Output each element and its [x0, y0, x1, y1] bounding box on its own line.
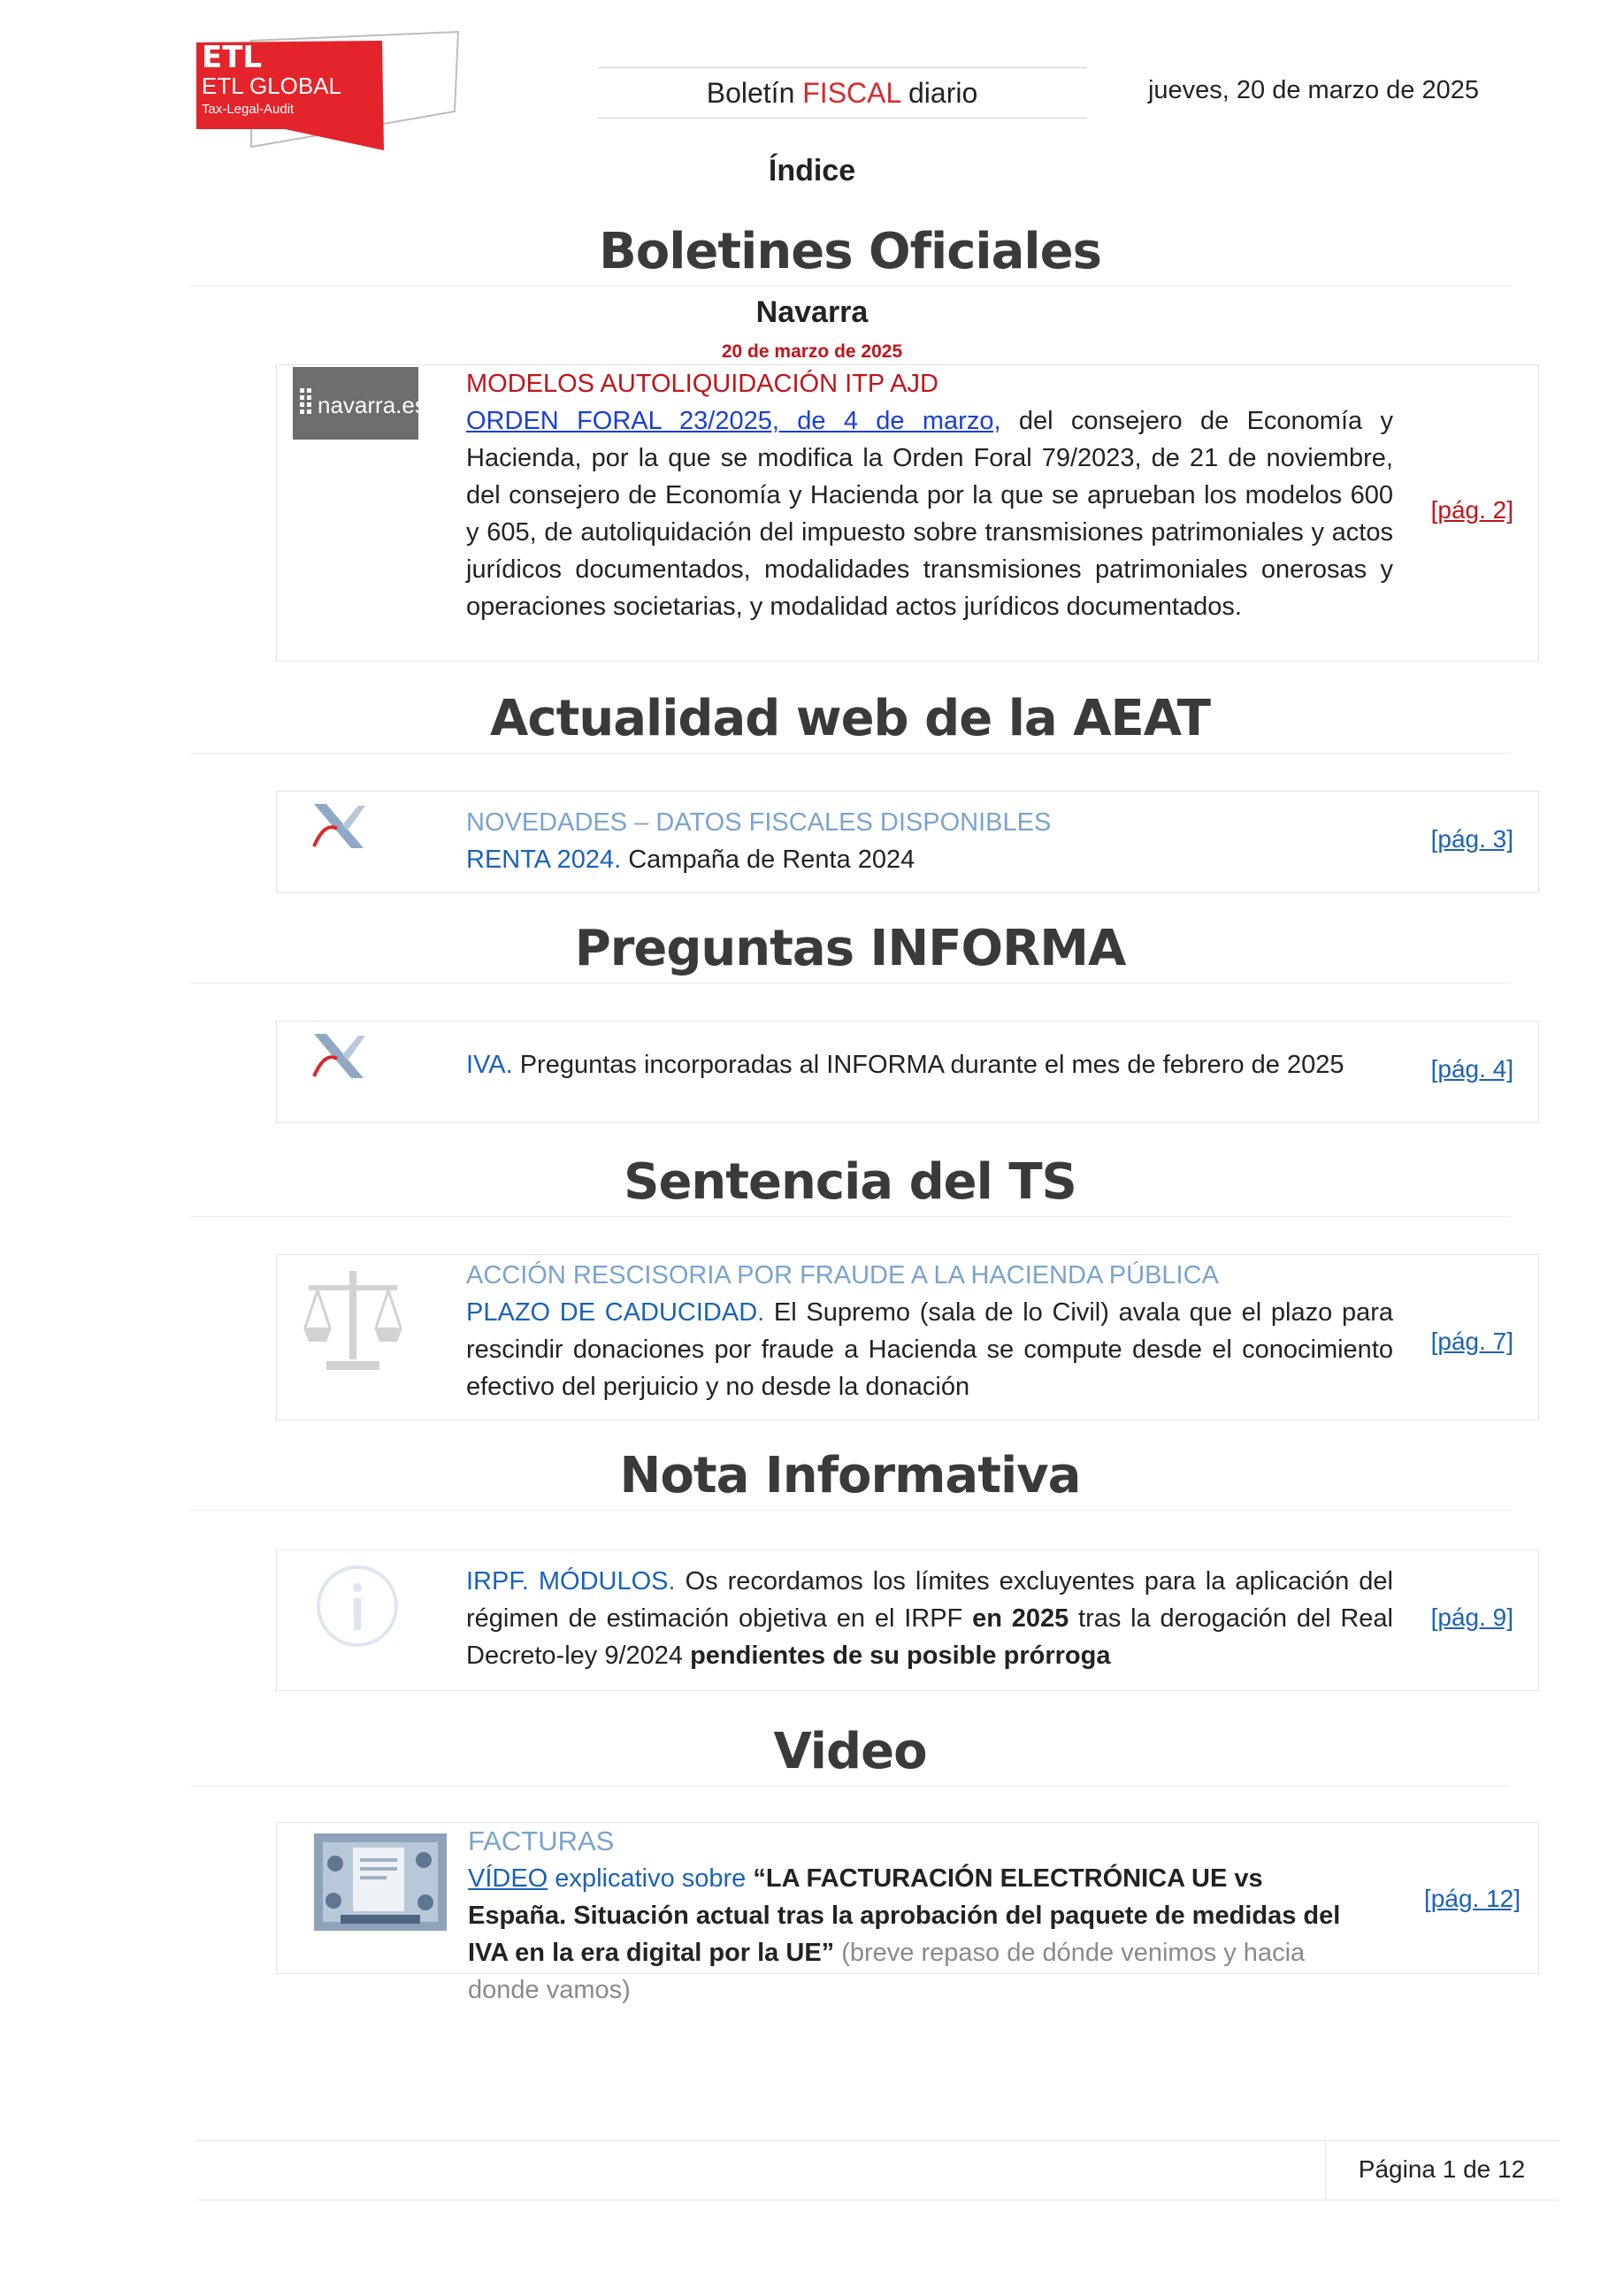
subtitle-date: 20 de marzo de 2025: [721, 341, 903, 362]
card-boletines-body: MODELOS AUTOLIQUIDACIÓN ITP AJD ORDEN FORAL 23/2025, de 4 de marzo, del consejero de Economía y Hacienda, por la que se modifica la Orden Foral 79/2023, de 21 de noviembre, del consejero de Economía y Hacienda por la que se aprueban los modelos 600 y 605, de autoliquidación del impuesto sobre transmisiones patrimoniales y actos jurídicos documentados, modalidades transmisiones patrimoniales onerosas y operaciones societarias, y modalidad actos jurídicos documentados.: [466, 365, 1393, 625]
subtitle-navarra: Navarra: [755, 295, 869, 329]
bulletin-fiscal-word: FISCAL: [802, 77, 901, 109]
bulletin-title: Boletín FISCAL diario: [598, 67, 1086, 119]
svg-text:ETL GLOBAL: ETL GLOBAL: [202, 73, 341, 99]
footer-page-number: Página 1 de 12: [1358, 2155, 1526, 2183]
section-title-boletines: Boletines Oficiales: [189, 223, 1511, 287]
page-link-3[interactable]: [pág. 3]: [1430, 825, 1513, 853]
aeat-logo-icon: [307, 795, 371, 859]
page-link-4[interactable]: [pág. 4]: [1430, 1055, 1513, 1083]
video-thumbnail[interactable]: [314, 1833, 447, 1931]
svg-text:Tax-Legal-Audit: Tax-Legal-Audit: [202, 102, 295, 117]
section-title-informa: Preguntas INFORMA: [189, 920, 1511, 983]
card-nota: [276, 1550, 1539, 1691]
aeat-logo-icon: [307, 1025, 371, 1089]
index-title: Índice: [768, 154, 856, 188]
card-video-body: FACTURAS VÍDEO explicativo sobre “LA FACTURACIÓN ELECTRÓNICA UE vs España. Situación actual tras la aprobación del paquete de medidas del IVA en la era digital por la UE” (breve repaso de dónde venimos y hacia donde vamos): [468, 1823, 1352, 2009]
info-icon: [314, 1563, 401, 1649]
category-label: NOVEDADES – DATOS FISCALES DISPONIBLES: [466, 808, 1052, 837]
section-title-ts: Sentencia del TS: [189, 1153, 1511, 1217]
navarra-logo-icon: [293, 367, 418, 440]
header-date: jueves, 20 de marzo de 2025: [1147, 76, 1479, 104]
category-label: ACCIÓN RESCISORIA POR FRAUDE A LA HACIENDA PÚBLICA: [466, 1261, 1219, 1290]
etl-global-logo: [196, 30, 462, 154]
section-title-video: Video: [189, 1723, 1511, 1787]
page-link-7[interactable]: [pág. 7]: [1430, 1328, 1513, 1355]
card-aeat-body: NOVEDADES – DATOS FISCALES DISPONIBLES RENTA 2024. Campaña de Renta 2024: [466, 804, 1393, 878]
category-label: FACTURAS: [468, 1825, 615, 1856]
card-ts: [276, 1254, 1539, 1420]
video-link[interactable]: VÍDEO: [468, 1864, 548, 1893]
card-informa: [276, 1021, 1539, 1123]
svg-text:ETL: ETL: [202, 40, 263, 75]
scales-of-justice-icon: [300, 1266, 406, 1381]
section-title-aeat: Actualidad web de la AEAT: [189, 690, 1511, 754]
page-link-2[interactable]: [pág. 2]: [1430, 496, 1513, 524]
card-aeat: [276, 791, 1539, 893]
page-link-9[interactable]: [pág. 9]: [1430, 1603, 1513, 1631]
category-label: MODELOS AUTOLIQUIDACIÓN ITP AJD: [466, 370, 938, 398]
card-nota-body: IRPF. MÓDULOS. Os recordamos los límites excluyentes para la aplicación del régimen de estimación objetiva en el IRPF en 2025 tras la derogación del Real Decreto-ley 9/2024 pendientes de su posible prórroga: [466, 1567, 1393, 1670]
card-informa-body: IVA. Preguntas incorporadas al INFORMA durante el mes de febrero de 2025: [466, 1051, 1344, 1079]
page-link-12[interactable]: [pág. 12]: [1424, 1885, 1521, 1912]
card-video: [276, 1822, 1539, 2004]
card-ts-body: ACCIÓN RESCISORIA POR FRAUDE A LA HACIENDA PÚBLICA PLAZO DE CADUCIDAD. El Supremo (sala de lo Civil) avala que el plazo para rescindir donaciones por fraude a Hacienda se compute desde el conocimiento efectivo del perjuicio y no desde la donación: [466, 1257, 1393, 1405]
orden-foral-link[interactable]: ORDEN FORAL 23/2025, de 4 de marzo,: [466, 407, 1001, 435]
card-boletines: [276, 364, 1539, 662]
section-title-nota: Nota Informativa: [189, 1447, 1511, 1511]
svg-text:navarra.es: navarra.es: [318, 392, 418, 418]
